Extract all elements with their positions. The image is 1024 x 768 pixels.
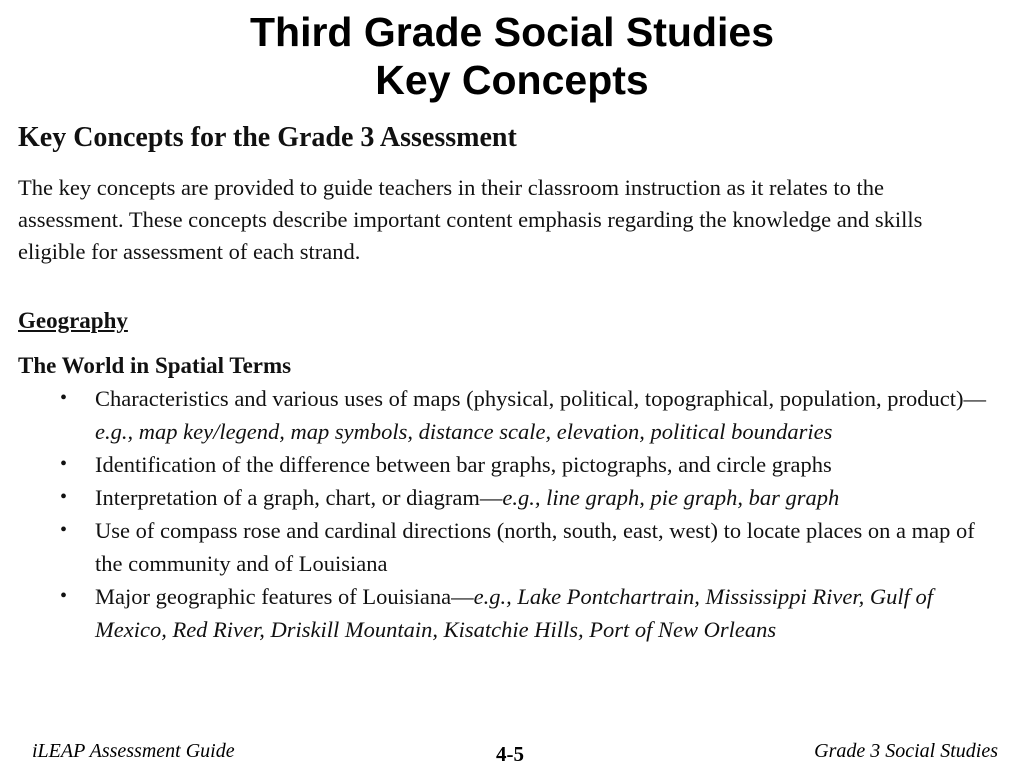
slide-title (0, 8, 1024, 104)
list-item-text: Identification of the difference between bar graphs, pictographs, and circle graphs (95, 452, 832, 477)
key-concepts-list (18, 382, 1008, 646)
list-item-example: e.g., line graph, pie graph, bar graph (502, 485, 840, 510)
page-footer (0, 738, 1024, 766)
subsection-heading: The World in Spatial Terms (18, 353, 292, 378)
bullet-icon: • (60, 453, 68, 475)
list-item-text: Use of compass rose and cardinal directions (north, south, east, west) to locate places on a map of the community and of Louisiana (95, 518, 975, 576)
list-item (18, 514, 990, 580)
list-item-text: Major geographic features of Louisiana— (95, 584, 474, 609)
intro-paragraph: The key concepts are provided to guide teachers in their classroom instruction as it relates to the assessment. These concepts describe important content emphasis regarding the knowledge and skills eligible for assessment of each strand. (18, 175, 923, 264)
list-item-example: e.g., Lake Pontchartrain, Mississippi River, Gulf of Mexico, Red River, Driskill Mountain, Kisatchie Hills, Port of New Orleans (95, 584, 933, 642)
list-item (18, 448, 990, 481)
footer-guide-name: iLEAP Assessment Guide (32, 740, 235, 762)
document-body (18, 118, 1008, 646)
bullet-icon: • (60, 387, 68, 409)
list-item (18, 580, 990, 646)
slide-title-line2: Key Concepts (375, 57, 649, 103)
strand-heading: Geography (18, 308, 128, 333)
list-item-text: Characteristics and various uses of maps (physical, political, topographical, population, product)— (95, 386, 987, 411)
bullet-icon: • (60, 486, 68, 508)
bullet-icon: • (60, 585, 68, 607)
bullet-icon: • (60, 519, 68, 541)
document-heading: Key Concepts for the Grade 3 Assessment (18, 122, 517, 153)
slide-title-line1: Third Grade Social Studies (249, 9, 774, 55)
footer-page-number: 4-5 (496, 742, 524, 766)
list-item-text: Interpretation of a graph, chart, or diagram— (95, 485, 503, 510)
list-item (18, 481, 990, 514)
list-item (18, 382, 990, 448)
list-item-example: e.g., map key/legend, map symbols, distance scale, elevation, political boundaries (95, 419, 833, 444)
footer-course-name: Grade 3 Social Studies (814, 740, 998, 762)
